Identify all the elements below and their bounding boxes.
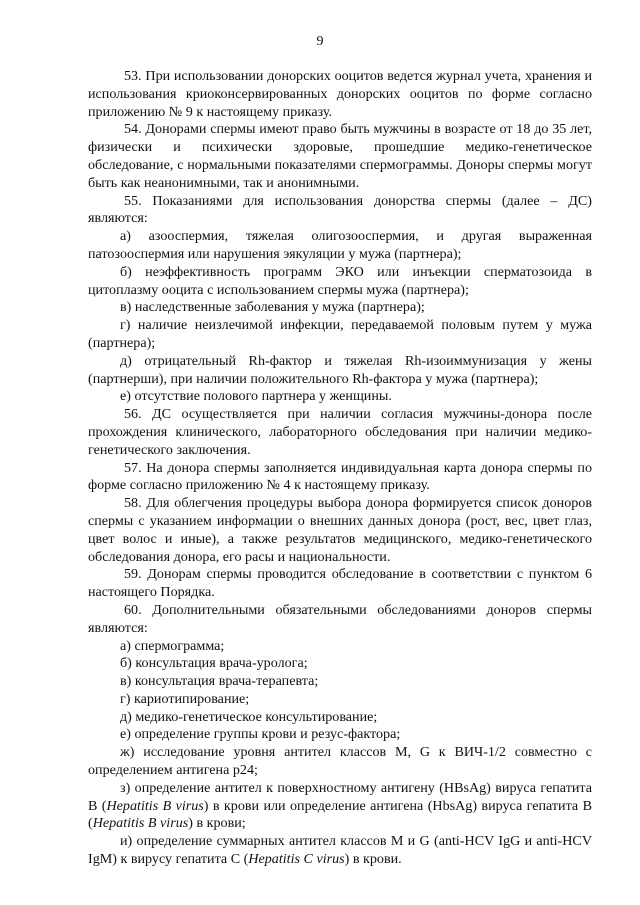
list-item	[88, 264, 592, 300]
text-run: а) спермограмма;	[120, 637, 225, 654]
text-run: д) отрицательный Rh-фактор и тяжелая Rh-изоиммунизация у жены (партнерши), при наличии положительного Rh-фактора у мужа (партнера);	[88, 352, 592, 387]
list-item	[88, 655, 592, 673]
list-item	[88, 353, 592, 389]
text-run: 53. При использовании донорских ооцитов ведется журнал учета, хранения и использования криоконсервированных донорских ооцитов по форме согласно приложению № 9 к настоящему приказу.	[88, 68, 592, 120]
list-item	[88, 388, 592, 406]
list-item	[88, 673, 592, 691]
text-run: 54. Донорами спермы имеют право быть мужчины в возрасте от 18 до 35 лет, физически и психически здоровые, прошедшие медико-генетическое обследование, с нормальными показателями спермограммы. Доноры спермы могут быть как неанонимными, так и анонимными.	[88, 121, 592, 191]
list-item	[88, 299, 592, 317]
text-run: в) консультация врача-терапевта;	[120, 673, 319, 690]
italic-text: Hepatitis B virus	[106, 797, 204, 814]
paragraph	[88, 460, 592, 496]
paragraph	[88, 406, 592, 459]
text-run: 58. Для облегчения процедуры выбора донора формируется список доноров спермы с указанием информации о внешних данных донора (рост, вес, цвет глаз, цвет волос и иные), а также результатов медицинского, медико-генетического обследования донора, его расы и национальности.	[88, 495, 592, 565]
italic-text: Hepatitis B virus	[92, 815, 189, 832]
list-item	[88, 744, 592, 780]
text-run: 60. Дополнительными обязательными обследованиями доноров спермы являются:	[88, 601, 592, 636]
paragraph	[88, 68, 592, 121]
text-run: е) отсутствие полового партнера у женщины.	[120, 388, 392, 405]
paragraph	[88, 121, 592, 192]
list-item	[88, 780, 592, 833]
text-run: ) в крови;	[188, 815, 246, 832]
list-item	[88, 726, 592, 744]
text-run: 55. Показаниями для использования донорства спермы (далее – ДС) являются:	[88, 192, 592, 227]
list-item	[88, 638, 592, 656]
document-body	[88, 68, 592, 869]
text-run: г) наличие неизлечимой инфекции, передаваемой половым путем у мужа (партнера);	[88, 317, 592, 351]
list-item	[88, 691, 592, 709]
text-run: 56. ДС осуществляется при наличии согласия мужчины-донора после прохождения клинического, лабораторного обследования при наличии медико-генетического заключения.	[88, 406, 592, 458]
text-run: ) в крови или определение антигена (HbsAg) вируса гепатита B (	[88, 797, 592, 832]
list-item	[88, 317, 592, 353]
paragraph	[88, 495, 592, 566]
list-item	[88, 833, 592, 869]
text-run: ) в крови.	[344, 851, 402, 868]
text-run: в) наследственные заболевания у мужа (партнера);	[120, 299, 425, 316]
italic-text: Hepatitis C virus	[248, 851, 345, 868]
text-run: 59. Донорам спермы проводится обследование в соответствии с пунктом 6 настоящего Порядка.	[88, 566, 592, 601]
paragraph	[88, 193, 592, 229]
text-run: г) кариотипирование;	[120, 690, 250, 707]
text-run: ж) исследование уровня антител классов M, G к ВИЧ-1/2 совместно с определением антигена p24;	[88, 744, 592, 779]
page-number: 9	[316, 34, 324, 49]
text-run: 57. На донора спермы заполняется индивидуальная карта донора спермы по форме согласно приложению № 4 к настоящему приказу.	[88, 459, 592, 494]
paragraph	[88, 602, 592, 638]
list-item	[88, 709, 592, 727]
paragraph	[88, 566, 592, 602]
text-run: е) определение группы крови и резус-фактора;	[120, 726, 401, 743]
text-run: з) определение антител к поверхностному антигену (HBsAg) вируса гепатита B (	[88, 779, 592, 814]
list-item	[88, 228, 592, 264]
text-run: д) медико-генетическое консультирование;	[120, 708, 378, 725]
text-run: и) определение суммарных антител классов M и G (anti-HCV IgG и anti-HCV IgM) к вирусу гепатита C (	[88, 833, 592, 868]
text-run: а) азооспермия, тяжелая олигозооспермия, и другая выраженная патозооспермия или нарушения эякуляции у мужа (партнера);	[88, 228, 592, 262]
text-run: б) консультация врача-уролога;	[120, 655, 308, 672]
text-run: б) неэффективность программ ЭКО или инъекции сперматозоида в цитоплазму ооцита с использованием спермы мужа (партнера);	[88, 263, 592, 298]
